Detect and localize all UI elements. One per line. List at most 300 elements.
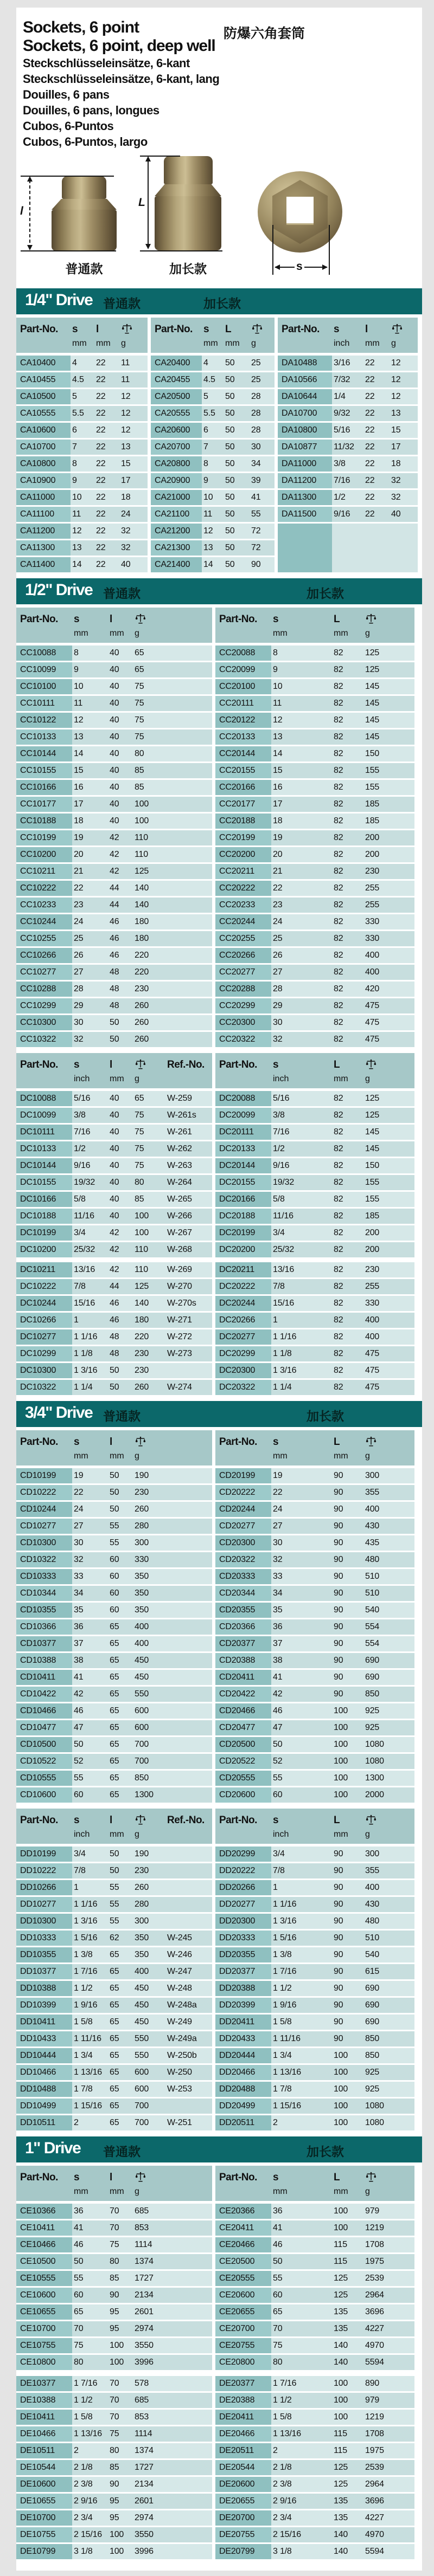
part-no-cell: CC10322 <box>16 1032 72 1047</box>
value-length-cell: 65 <box>110 1656 119 1665</box>
value-weight-cell: 700 <box>135 2118 149 2127</box>
value-weight-cell: 1080 <box>365 1757 384 1766</box>
ref-no-cell: W-274 <box>167 1383 192 1392</box>
value-s-cell: 1 1/8 <box>273 1349 292 1358</box>
part-no-cell: DA11300 <box>278 490 332 505</box>
table-row <box>215 1363 414 1378</box>
part-no-cell: CA11000 <box>16 490 71 505</box>
col-length-label: l <box>96 324 99 335</box>
table-row <box>16 2393 212 2408</box>
value-s-cell: 24 <box>273 917 283 926</box>
part-no-cell: DE20755 <box>215 2527 271 2542</box>
part-no-cell: DC10299 <box>16 1346 72 1361</box>
part-no-cell: CC20211 <box>215 864 271 879</box>
data-table <box>215 1053 414 1397</box>
value-s-cell: 22 <box>273 1488 283 1497</box>
value-s-cell: 1 3/16 <box>74 1366 98 1375</box>
value-length-cell: 100 <box>334 1773 348 1783</box>
value-s-cell: 19 <box>74 1471 84 1480</box>
table-row <box>278 507 418 522</box>
value-s-cell: 11 <box>72 509 81 519</box>
part-no-cell: CC10166 <box>16 780 72 795</box>
part-no-cell: CD10377 <box>16 1636 72 1651</box>
value-weight-cell: 17 <box>391 442 401 451</box>
table-row <box>16 1897 212 1912</box>
part-no-cell: DE20544 <box>215 2460 271 2475</box>
value-weight-cell: 180 <box>135 1315 149 1325</box>
table-row <box>215 1619 414 1635</box>
part-no-cell: DC20199 <box>215 1225 271 1241</box>
col-length-label: L <box>334 1815 340 1826</box>
value-length-cell: 90 <box>334 1505 343 1514</box>
table-row <box>215 2510 414 2526</box>
part-no-cell: CC20122 <box>215 713 271 728</box>
col-unit: mm <box>203 339 218 348</box>
value-length-cell: 85 <box>110 2274 119 2283</box>
value-length-cell: 22 <box>365 493 375 502</box>
part-no-cell: CD20322 <box>215 1552 271 1567</box>
page-title-chinese: 防爆六角套筒 <box>224 26 305 41</box>
table-row <box>16 1703 212 1719</box>
data-table <box>16 2376 212 2561</box>
value-length-cell: 90 <box>110 2480 119 2489</box>
header-unit-row <box>215 1450 414 1464</box>
col-weight-label <box>250 321 275 338</box>
part-no-cell: CD10300 <box>16 1535 72 1551</box>
value-weight-cell: 145 <box>365 715 380 725</box>
value-s-cell: 5/8 <box>74 1195 86 1204</box>
table-block <box>16 1053 422 1397</box>
value-weight-cell: 400 <box>135 1622 149 1631</box>
part-no-cell: CA10800 <box>16 456 71 472</box>
part-no-cell: CA10900 <box>16 473 71 488</box>
value-s-cell: 8 <box>273 648 278 657</box>
part-no-cell: CC20255 <box>215 931 271 946</box>
ref-no-cell: W-249 <box>167 2017 192 2026</box>
part-no-cell: CC10111 <box>16 696 72 711</box>
value-length-cell: 50 <box>110 1035 119 1044</box>
label-normal-cn: 普通款 <box>103 1409 141 1423</box>
value-weight-cell: 32 <box>391 476 401 485</box>
value-length-cell: 65 <box>110 2068 119 2077</box>
table-row <box>215 1091 414 1106</box>
value-weight-cell: 330 <box>135 1555 149 1564</box>
value-weight-cell: 3550 <box>135 2341 154 2350</box>
ref-no-cell: W-264 <box>167 1178 192 1187</box>
table-row <box>16 1720 212 1735</box>
value-s-cell: 46 <box>74 1706 84 1715</box>
part-no-cell: DA10644 <box>278 389 332 404</box>
table-header <box>215 1053 414 1088</box>
table-row <box>215 2099 414 2114</box>
value-s-cell: 15/16 <box>74 1299 95 1308</box>
part-no-cell: CC10144 <box>16 746 72 761</box>
value-weight-cell: 4227 <box>365 2513 384 2522</box>
col-s-label: s <box>72 324 78 335</box>
value-s-cell: 13 <box>74 732 84 741</box>
value-weight-cell: 75 <box>135 1161 144 1170</box>
table-row <box>16 1569 212 1584</box>
value-s-cell: 3 1/8 <box>74 2547 93 2556</box>
value-s-cell: 65 <box>74 2307 84 2316</box>
ref-no-cell: W-259 <box>167 1094 192 1103</box>
part-no-cell: CC20155 <box>215 763 271 778</box>
table-row <box>16 2048 212 2063</box>
table-row <box>215 1737 414 1752</box>
col-length-label: l <box>110 1436 112 1448</box>
table-row <box>215 1998 414 2013</box>
value-length-cell: 65 <box>110 1773 119 1783</box>
value-weight-cell: 230 <box>135 1866 149 1875</box>
table-row <box>215 2204 414 2219</box>
value-weight-cell: 350 <box>135 1933 149 1942</box>
value-weight-cell: 450 <box>135 1673 149 1682</box>
value-s-cell: 9/16 <box>334 509 350 519</box>
value-s-cell: 37 <box>273 1639 283 1648</box>
value-length-cell: 100 <box>334 1790 348 1799</box>
value-length-cell: 82 <box>334 699 343 708</box>
col-unit: g <box>391 339 396 348</box>
table-row <box>16 1964 212 1979</box>
col-weight-label <box>363 1434 414 1450</box>
header-label-row <box>16 1812 212 1829</box>
data-table <box>215 2166 414 2372</box>
value-weight-cell: 255 <box>365 900 380 909</box>
table-row <box>215 998 414 1013</box>
value-length-cell: 22 <box>365 509 375 519</box>
value-length-cell: 100 <box>334 2101 348 2110</box>
col-ref-label: Ref.-No. <box>167 1059 205 1070</box>
part-no-cell: DC10322 <box>16 1380 72 1395</box>
value-length-cell: 65 <box>110 2017 119 2026</box>
value-length-cell: 82 <box>334 1035 343 1044</box>
table-row <box>215 1897 414 1912</box>
value-weight-cell: 145 <box>365 699 380 708</box>
table-row <box>16 456 148 472</box>
value-s-cell: 1 3/16 <box>273 1916 297 1926</box>
value-weight-cell: 12 <box>391 392 401 401</box>
table-row <box>151 473 275 488</box>
value-weight-cell: 4227 <box>365 2324 384 2333</box>
col-weight-label <box>363 611 414 628</box>
part-no-cell: DD20222 <box>215 1863 271 1878</box>
part-no-cell: CD20411 <box>215 1670 271 1685</box>
value-weight-cell: 925 <box>365 1706 380 1715</box>
value-s-cell: 1 15/16 <box>273 2101 301 2110</box>
value-s-cell: 42 <box>273 1689 283 1699</box>
part-no-cell: DE10377 <box>16 2376 72 2391</box>
value-weight-cell: 255 <box>365 1282 380 1291</box>
dimension-baseline <box>140 250 222 251</box>
value-weight-cell: 480 <box>365 1916 380 1926</box>
value-weight-cell: 925 <box>365 2068 380 2077</box>
value-s-cell: 14 <box>74 749 84 758</box>
value-length-cell: 90 <box>334 1849 343 1858</box>
part-no-cell: CD20300 <box>215 1535 271 1551</box>
part-no-cell: DC10088 <box>16 1091 72 1106</box>
value-length-cell: 90 <box>334 1656 343 1665</box>
value-s-cell: 75 <box>273 2341 283 2350</box>
ref-no-cell: W-272 <box>167 1332 192 1341</box>
value-length-cell: 82 <box>334 883 343 893</box>
value-s-cell: 1 1/8 <box>74 1349 93 1358</box>
scale-icon <box>365 1436 377 1447</box>
value-s-cell: 22 <box>74 1488 84 1497</box>
value-weight-cell: 220 <box>135 1332 149 1341</box>
value-weight-cell: 550 <box>135 1689 149 1699</box>
value-weight-cell: 28 <box>251 425 261 435</box>
value-length-cell: 70 <box>110 2206 119 2216</box>
value-s-cell: 1 1/2 <box>273 1984 292 1993</box>
value-length-cell: 100 <box>334 2118 348 2127</box>
table-row <box>16 1175 212 1190</box>
part-no-cell: CA10400 <box>16 356 71 371</box>
value-s-cell: 29 <box>74 1001 84 1010</box>
value-length-cell: 40 <box>110 665 119 674</box>
part-no-cell: CD10355 <box>16 1603 72 1618</box>
value-weight-cell: 150 <box>365 749 380 758</box>
table-row <box>16 2477 212 2492</box>
value-s-cell: 3/16 <box>334 358 350 367</box>
value-s-cell: 1/4 <box>334 392 346 401</box>
value-length-cell: 65 <box>110 2101 119 2110</box>
value-weight-cell: 350 <box>135 1589 149 1598</box>
part-no-cell: CC20133 <box>215 729 271 745</box>
table-row <box>16 1519 212 1534</box>
value-s-cell: 22 <box>74 883 84 893</box>
value-weight-cell: 350 <box>135 1572 149 1581</box>
col-unit-blank <box>16 338 71 351</box>
table-row <box>215 1192 414 1207</box>
value-s-cell: 1 5/8 <box>74 2017 93 2026</box>
value-weight-cell: 540 <box>365 1950 380 1959</box>
table-row <box>215 948 414 963</box>
value-s-cell: 19 <box>74 833 84 842</box>
value-length-cell: 82 <box>334 1349 343 1358</box>
table-row <box>215 1687 414 1702</box>
value-length-cell: 22 <box>96 409 106 418</box>
value-weight-cell: 15 <box>391 425 401 435</box>
table-row <box>215 1225 414 1241</box>
part-no-cell: DC20277 <box>215 1329 271 1345</box>
part-no-cell: CA21400 <box>151 557 202 572</box>
part-no-cell: DD10399 <box>16 1998 72 2013</box>
value-length-cell: 90 <box>334 1589 343 1598</box>
value-weight-cell: 125 <box>135 1282 149 1291</box>
value-s-cell: 2 15/16 <box>273 2530 301 2539</box>
table-row <box>215 1279 414 1294</box>
table-row <box>16 473 148 488</box>
value-length-cell: 90 <box>334 1555 343 1564</box>
part-no-cell: DD10499 <box>16 2099 72 2114</box>
value-weight-cell: 100 <box>135 1228 149 1237</box>
value-weight-cell: 190 <box>135 1849 149 1858</box>
value-length-cell: 50 <box>225 493 235 502</box>
value-weight-cell: 30 <box>251 442 261 451</box>
value-length-cell: 90 <box>334 1950 343 1959</box>
table-row <box>151 440 275 455</box>
part-no-cell: CD10277 <box>16 1519 72 1534</box>
value-weight-cell: 600 <box>135 1723 149 1732</box>
value-length-cell: 82 <box>334 1094 343 1103</box>
part-no-cell: CE10700 <box>16 2321 72 2336</box>
table-row <box>215 729 414 745</box>
table-row <box>278 423 418 438</box>
value-s-cell: 18 <box>74 816 84 825</box>
col-unit: g <box>365 1074 370 1083</box>
value-s-cell: 5.5 <box>203 409 215 418</box>
table-row <box>16 814 212 829</box>
value-length-cell: 50 <box>110 1366 119 1375</box>
value-weight-cell: 400 <box>135 1639 149 1648</box>
table-row <box>215 696 414 711</box>
table-row <box>215 1931 414 1946</box>
value-length-cell: 125 <box>334 2480 348 2489</box>
table-row <box>16 2338 212 2353</box>
value-s-cell: 8 <box>203 459 208 468</box>
drive-section-bar <box>16 578 422 604</box>
value-s-cell: 9/32 <box>334 409 350 418</box>
table-row <box>16 1880 212 1895</box>
value-length-cell: 50 <box>225 442 235 451</box>
value-weight-cell: 110 <box>135 833 148 842</box>
col-part-label: Part-No. <box>219 1815 257 1826</box>
table-row <box>151 456 275 472</box>
table-row <box>215 679 414 694</box>
value-length-cell: 40 <box>110 766 119 775</box>
value-s-cell: 1 1/2 <box>74 1984 93 1993</box>
part-no-cell: CE20411 <box>215 2220 271 2236</box>
drive-section-bar <box>16 2136 422 2162</box>
table-row <box>16 898 212 913</box>
value-s-cell: 1 9/16 <box>273 2000 297 2010</box>
col-unit: g <box>135 1074 139 1083</box>
table-row <box>215 1313 414 1328</box>
value-weight-cell: 200 <box>365 1228 380 1237</box>
value-length-cell: 90 <box>334 2034 343 2043</box>
col-length-label: L <box>334 2172 340 2183</box>
value-s-cell: 1 <box>273 1883 278 1892</box>
data-table <box>16 1053 212 1397</box>
value-s-cell: 38 <box>273 1656 283 1665</box>
value-weight-cell: 12 <box>391 375 401 384</box>
value-weight-cell: 2000 <box>365 1790 384 1799</box>
value-s-cell: 21 <box>273 867 283 876</box>
value-weight-cell: 15 <box>121 459 131 468</box>
col-unit-blank <box>215 1073 271 1087</box>
part-no-cell: DD10266 <box>16 1880 72 1895</box>
table-row <box>278 456 418 472</box>
col-part-label: Part-No. <box>20 1059 58 1070</box>
ref-no-cell <box>165 1863 212 1878</box>
col-weight-label <box>133 611 212 628</box>
header-unit-row <box>215 1829 414 1842</box>
value-s-cell: 17 <box>74 799 84 809</box>
part-no-cell: DE10755 <box>16 2527 72 2542</box>
table-row <box>16 696 212 711</box>
table-header <box>151 318 275 353</box>
value-weight-cell: 100 <box>135 1211 149 1221</box>
value-weight-cell: 400 <box>365 1315 380 1325</box>
value-weight-cell: 1374 <box>135 2446 154 2455</box>
value-weight-cell: 550 <box>135 2034 149 2043</box>
table-row <box>215 1653 414 1668</box>
part-no-cell: DA11000 <box>278 456 332 472</box>
value-length-cell: 82 <box>334 1383 343 1392</box>
col-part-label: Part-No. <box>155 324 193 335</box>
table-row <box>16 1754 212 1769</box>
value-s-cell: 1 5/16 <box>273 1933 297 1942</box>
value-length-cell: 50 <box>225 459 235 468</box>
value-weight-cell: 510 <box>365 1589 380 1598</box>
ref-no-cell: W-248a <box>167 2000 197 2010</box>
value-length-cell: 22 <box>96 526 106 535</box>
value-s-cell: 2 1/8 <box>273 2463 292 2472</box>
table-row <box>215 1863 414 1878</box>
value-s-cell: 10 <box>203 493 213 502</box>
part-no-cell: DC20266 <box>215 1313 271 1328</box>
table-row <box>16 1209 212 1224</box>
table-row <box>215 2220 414 2236</box>
part-no-cell: CA11300 <box>16 540 71 556</box>
col-length-label: l <box>365 324 368 335</box>
value-s-cell: 46 <box>273 2240 283 2249</box>
value-s-cell: 27 <box>74 967 84 977</box>
value-length-cell: 22 <box>96 425 106 435</box>
part-no-cell: CD10244 <box>16 1502 72 1517</box>
table-row <box>16 1502 212 1517</box>
value-length-cell: 40 <box>110 816 119 825</box>
value-weight-cell: 510 <box>365 1572 380 1581</box>
value-weight-cell: 2964 <box>365 2480 384 2489</box>
part-no-cell: DE10700 <box>16 2510 72 2526</box>
table-row <box>215 1141 414 1157</box>
value-s-cell: 1 1/16 <box>74 1900 98 1909</box>
arrow-left-icon <box>275 264 280 270</box>
part-no-cell: DE10388 <box>16 2393 72 2408</box>
part-no-cell: CC10088 <box>16 645 72 661</box>
value-weight-cell: 80 <box>135 749 144 758</box>
value-length-cell: 50 <box>110 1849 119 1858</box>
part-no-cell: CE10555 <box>16 2271 72 2286</box>
data-table <box>278 318 418 574</box>
value-length-cell: 55 <box>110 1521 119 1531</box>
value-length-cell: 140 <box>334 2358 348 2367</box>
table-row <box>16 2271 212 2286</box>
value-length-cell: 65 <box>110 1967 119 1976</box>
part-no-cell: CE10600 <box>16 2288 72 2303</box>
value-weight-cell: 65 <box>135 648 144 657</box>
value-weight-cell: 450 <box>135 2000 149 2010</box>
value-length-cell: 100 <box>334 2068 348 2077</box>
part-no-cell: DD20300 <box>215 1914 271 1929</box>
subtitle-de-lang: Steckschlüsseleinsätze, 6-kant, lang <box>23 72 220 86</box>
part-no-cell: CA10700 <box>16 440 71 455</box>
part-no-cell: DA10700 <box>278 406 332 421</box>
col-length-label: l <box>110 1059 112 1070</box>
value-weight-cell: 145 <box>365 1144 380 1153</box>
part-no-cell: DE10544 <box>16 2460 72 2475</box>
value-weight-cell: 75 <box>135 682 144 691</box>
col-weight-label <box>363 2170 414 2186</box>
value-length-cell: 42 <box>110 1245 119 1254</box>
col-unit: g <box>135 2187 139 2196</box>
value-length-cell: 135 <box>334 2513 348 2522</box>
col-unit-blank <box>151 338 202 351</box>
value-s-cell: 11 <box>74 699 83 708</box>
value-weight-cell: 600 <box>135 2084 149 2094</box>
value-weight-cell: 13 <box>391 409 401 418</box>
